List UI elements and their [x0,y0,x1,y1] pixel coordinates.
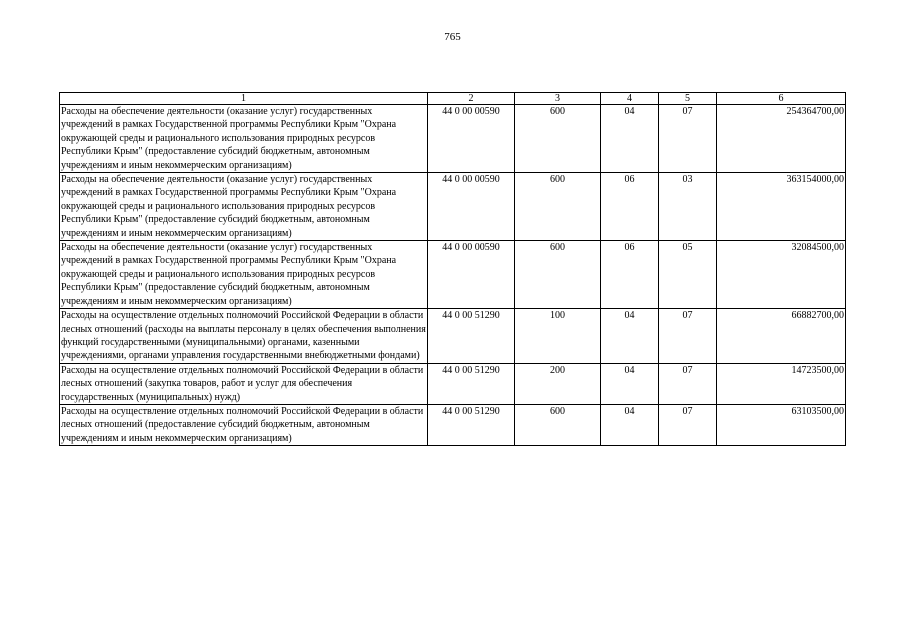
row-expense-type: 100 [515,309,601,364]
row-section: 06 [601,241,659,309]
row-expense-type: 600 [515,105,601,173]
row-target-code: 44 0 00 00590 [428,241,515,309]
column-header-6: 6 [717,93,846,105]
row-section: 06 [601,173,659,241]
table-header-row [60,93,846,105]
table-row [60,241,846,309]
budget-table [59,92,846,446]
column-header-1: 1 [60,93,428,105]
row-name: Расходы на обеспечение деятельности (оказание услуг) государственных учреждений в рамках Государственной программы Республики Крым "Охрана окружающей среды и рационального использования природных ресурсов Республики Крым" (предоставление субсидий бюджетным, автономным учреждениям и иным некоммерческим организациям) [60,241,428,309]
row-target-code: 44 0 00 51290 [428,363,515,404]
row-amount: 363154000,00 [717,173,846,241]
column-header-4: 4 [601,93,659,105]
column-header-5: 5 [659,93,717,105]
row-amount: 14723500,00 [717,363,846,404]
row-target-code: 44 0 00 00590 [428,105,515,173]
row-amount: 32084500,00 [717,241,846,309]
row-subsection: 03 [659,173,717,241]
row-subsection: 07 [659,404,717,445]
table-row [60,105,846,173]
row-name: Расходы на осуществление отдельных полномочий Российской Федерации в области лесных отношений (предоставление субсидий бюджетным, автономным учреждениям и иным некоммерческим организациям) [60,404,428,445]
row-target-code: 44 0 00 00590 [428,173,515,241]
table-row [60,404,846,445]
row-expense-type: 600 [515,241,601,309]
row-name: Расходы на осуществление отдельных полномочий Российской Федерации в области лесных отношений (расходы на выплаты персоналу в целях обеспечения выполнения функций государственными (муниципальными) органами, казенными учреждениями, органами управления государственными внебюджетными фондами) [61,310,426,362]
row-expense-type: 600 [515,173,601,241]
table-row [60,363,846,404]
row-expense-type: 200 [515,363,601,404]
row-name: Расходы на осуществление отдельных полномочий Российской Федерации в области лесных отношений (закупка товаров, работ и услуг для обеспечения государственных (муниципальных) нужд) [60,363,428,404]
row-section: 04 [601,105,659,173]
row-target-code: 44 0 00 51290 [428,309,515,364]
row-subsection: 07 [659,363,717,404]
row-subsection: 07 [659,309,717,364]
row-amount: 63103500,00 [717,404,846,445]
row-amount: 66882700,00 [717,309,846,364]
row-amount: 254364700,00 [717,105,846,173]
column-header-2: 2 [428,93,515,105]
table-row [60,173,846,241]
table-row [60,309,846,364]
row-section: 04 [601,363,659,404]
row-subsection: 07 [659,105,717,173]
row-subsection: 05 [659,241,717,309]
row-target-code: 44 0 00 51290 [428,404,515,445]
row-section: 04 [601,404,659,445]
row-expense-type: 600 [515,404,601,445]
row-section: 04 [601,309,659,364]
page-number: 765 [444,31,461,43]
row-name: Расходы на обеспечение деятельности (оказание услуг) государственных учреждений в рамках Государственной программы Республики Крым "Охрана окружающей среды и рационального использования природных ресурсов Республики Крым" (предоставление субсидий бюджетным, автономным учреждениям и иным некоммерческим организациям) [60,173,428,241]
row-name: Расходы на обеспечение деятельности (оказание услуг) государственных учреждений в рамках Государственной программы Республики Крым "Охрана окружающей среды и рационального использования природных ресурсов Республики Крым" (предоставление субсидий бюджетным, автономным учреждениям и иным некоммерческим организациям) [60,105,428,173]
column-header-3: 3 [515,93,601,105]
